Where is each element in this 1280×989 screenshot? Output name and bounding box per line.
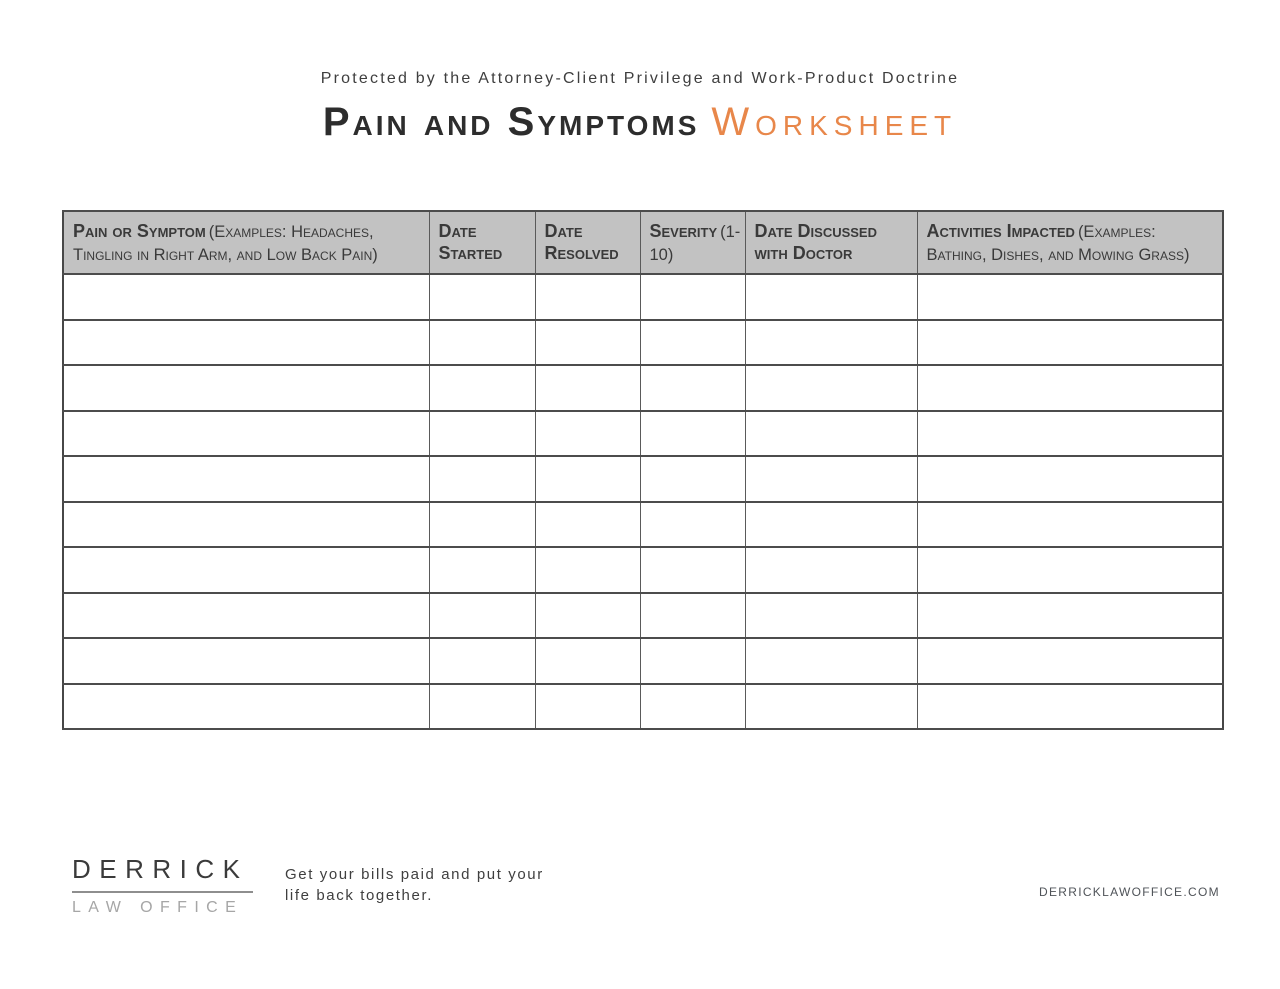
empty-worksheet-cell	[745, 274, 917, 320]
empty-worksheet-cell	[917, 456, 1223, 502]
empty-worksheet-cell	[535, 456, 640, 502]
website-url: DERRICKLAWOFFICE.COM	[1039, 885, 1220, 899]
empty-worksheet-cell	[745, 365, 917, 411]
column-note: (Examples: Bathing, Dishes, and Mowing Grass)	[926, 222, 1190, 264]
column-header-activities-impacted	[917, 211, 1223, 274]
empty-worksheet-cell	[63, 502, 429, 548]
table-row	[63, 684, 1223, 730]
column-header-date-resolved	[535, 211, 640, 274]
empty-worksheet-cell	[640, 593, 745, 639]
empty-worksheet-cell	[535, 320, 640, 366]
empty-worksheet-cell	[745, 502, 917, 548]
empty-worksheet-cell	[535, 638, 640, 684]
empty-worksheet-cell	[429, 638, 535, 684]
column-header-severity	[640, 211, 745, 274]
empty-worksheet-cell	[917, 365, 1223, 411]
empty-worksheet-cell	[917, 684, 1223, 730]
logo-wordmark: DERRICK	[72, 854, 249, 884]
empty-worksheet-cell	[63, 365, 429, 411]
table-row	[63, 456, 1223, 502]
empty-worksheet-cell	[429, 547, 535, 593]
tagline-line2: life back together.	[285, 887, 433, 904]
empty-worksheet-cell	[640, 684, 745, 730]
logo-divider	[72, 891, 253, 893]
empty-worksheet-cell	[63, 456, 429, 502]
empty-worksheet-cell	[429, 593, 535, 639]
column-header-pain-or-symptom	[63, 211, 429, 274]
empty-worksheet-cell	[745, 411, 917, 457]
empty-worksheet-cell	[640, 547, 745, 593]
empty-worksheet-cell	[429, 502, 535, 548]
empty-worksheet-cell	[63, 320, 429, 366]
empty-worksheet-cell	[745, 320, 917, 366]
empty-worksheet-cell	[63, 638, 429, 684]
table-row	[63, 502, 1223, 548]
empty-worksheet-cell	[535, 274, 640, 320]
empty-worksheet-cell	[429, 274, 535, 320]
empty-worksheet-cell	[429, 320, 535, 366]
empty-worksheet-cell	[745, 684, 917, 730]
tagline	[285, 864, 544, 906]
empty-worksheet-cell	[429, 456, 535, 502]
table-row	[63, 547, 1223, 593]
privilege-notice: Protected by the Attorney-Client Privilege and Work-Product Doctrine	[320, 70, 960, 87]
empty-worksheet-cell	[917, 274, 1223, 320]
empty-worksheet-cell	[640, 411, 745, 457]
empty-worksheet-cell	[917, 411, 1223, 457]
empty-worksheet-cell	[917, 502, 1223, 548]
empty-worksheet-cell	[63, 593, 429, 639]
empty-worksheet-cell	[429, 365, 535, 411]
empty-worksheet-cell	[640, 274, 745, 320]
column-header-date-discussed	[745, 211, 917, 274]
empty-worksheet-cell	[63, 547, 429, 593]
column-note: (Examples: Headaches, Tingling in Right Arm, and Low Back Pain)	[73, 222, 378, 264]
table-header-row	[63, 211, 1223, 274]
empty-worksheet-cell	[640, 502, 745, 548]
empty-worksheet-cell	[745, 547, 917, 593]
table-row	[63, 274, 1223, 320]
table-row	[63, 365, 1223, 411]
column-label: Pain or Symptom	[73, 220, 206, 241]
table-row	[63, 638, 1223, 684]
tagline-line1: Get your bills paid and put your	[285, 866, 544, 883]
logo-subtitle: LAW OFFICE	[72, 899, 244, 916]
title-accent: Worksheet	[711, 100, 958, 144]
empty-worksheet-cell	[535, 547, 640, 593]
column-label: Severity	[649, 220, 718, 241]
column-label: Date Started	[438, 221, 503, 263]
empty-worksheet-cell	[745, 593, 917, 639]
empty-worksheet-cell	[535, 411, 640, 457]
column-note: (1-10)	[649, 222, 741, 264]
empty-worksheet-cell	[535, 593, 640, 639]
table-row	[63, 593, 1223, 639]
column-label: Date Discussed with Doctor	[754, 221, 877, 263]
empty-worksheet-cell	[745, 638, 917, 684]
empty-worksheet-cell	[63, 684, 429, 730]
empty-worksheet-cell	[63, 411, 429, 457]
table-body	[63, 274, 1223, 729]
empty-worksheet-cell	[640, 320, 745, 366]
column-label: Date Resolved	[544, 221, 619, 263]
empty-worksheet-cell	[640, 638, 745, 684]
derrick-law-office-logo	[72, 854, 262, 917]
table-row	[63, 320, 1223, 366]
empty-worksheet-cell	[917, 547, 1223, 593]
empty-worksheet-cell	[535, 365, 640, 411]
column-header-date-started	[429, 211, 535, 274]
column-label: Activities Impacted	[926, 220, 1075, 241]
empty-worksheet-cell	[535, 684, 640, 730]
empty-worksheet-cell	[917, 320, 1223, 366]
title-main: Pain and Symptoms	[322, 100, 700, 144]
empty-worksheet-cell	[917, 593, 1223, 639]
empty-worksheet-cell	[429, 411, 535, 457]
table-row	[63, 411, 1223, 457]
empty-worksheet-cell	[917, 638, 1223, 684]
pain-symptoms-table	[62, 210, 1224, 730]
page-title	[0, 99, 1280, 145]
empty-worksheet-cell	[745, 456, 917, 502]
empty-worksheet-cell	[640, 365, 745, 411]
empty-worksheet-cell	[640, 456, 745, 502]
empty-worksheet-cell	[535, 502, 640, 548]
empty-worksheet-cell	[429, 684, 535, 730]
empty-worksheet-cell	[63, 274, 429, 320]
